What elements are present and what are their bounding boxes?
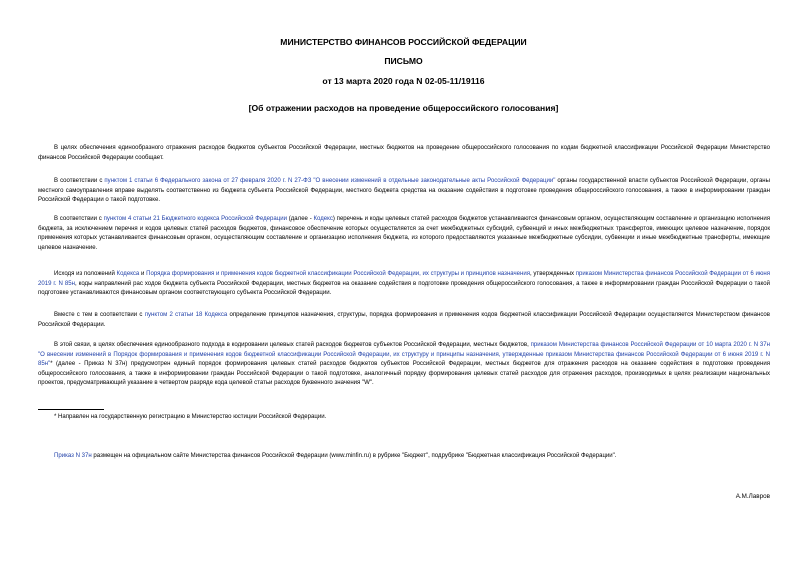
paragraph-text: (далее - [286, 216, 314, 222]
budget-code-article-21-link[interactable]: пунктом 4 статьи 21 Бюджетного кодекса Российской Федерации [103, 216, 287, 222]
code-link[interactable]: Кодекс [313, 216, 333, 222]
paragraph-text: органы государственной власти субъектов Российской Федерации, органы местного самоуправления вправе выделять соответственно из бюджета субъекта Российской Федерации, местного бюджета средства на оказание содействия в подготовке проведения общероссийского голосования, а также в информировании граждан Российской Федерации о такой подготовке. [38, 178, 770, 203]
paragraph-3 [38, 215, 770, 253]
paragraph-4 [38, 270, 770, 299]
paragraph-text: * (далее - Приказ N 37н) предусмотрен единый порядок формирования целевых статей расходов бюджетов субъектов Российской Федерации, местных бюджетов для отражения расходов на оказание содействия в подготовке проведения общероссийского голосования, а также в информировании граждан Российской Федерации о такой подготовке, аналогичный порядку формирования целевых статей расходов для отражения расходов, производимых в целях реализации национальных проектов, предусматривающий указание в четвертом разряде кода целевой статьи расходов буквенного значения "W". [38, 361, 770, 386]
order-85n-link[interactable]: приказом Министерства финансов Российской Федерации от 6 июня 2019 г. N 85н [38, 271, 770, 287]
document-type: ПИСЬМО [384, 56, 423, 66]
paragraph-text: В этой связи, в целях обеспечения единообразного подхода в кодировании целевых статей расходов бюджетов субъектов Российской Федерации, местных бюджетов, [54, 342, 531, 348]
ministry-title: МИНИСТЕРСТВО ФИНАНСОВ РОССИЙСКОЙ ФЕДЕРАЦИИ [280, 37, 527, 47]
paragraph-text: определение принципов назначения, структуры, порядка формирования и применения кодов бюджетной классификации Российской Федерации осуществляется Министерством финансов Российской Федерации. [38, 312, 770, 328]
order-37n-link[interactable]: приказом Министерства финансов Российской Федерации от 10 марта 2020 г. N 37н "О внесении изменений в Порядок формирования и применения кодов бюджетной классификации Российской Федерации, их структуру и принципы назначения, утвержденные приказом Министерства финансов Российской Федерации от 6 июня 2019 г. N 85н" [38, 342, 770, 367]
note-text: размещен на официальном сайте Министерства финансов Российской Федерации (www.minfin.ru) в рубрике "Бюджет", подрубрике "Бюджетная классификация Российской Федерации". [91, 453, 617, 459]
code-link[interactable]: Кодекса [116, 271, 140, 277]
document-date-number: от 13 марта 2020 года N 02-05-11/19116 [322, 76, 485, 86]
document-subject: [Об отражении расходов на проведение общероссийского голосования] [248, 103, 559, 113]
paragraph-1 [38, 144, 770, 163]
paragraph-2 [38, 177, 770, 206]
footnote: * Направлен на государственную регистрацию в Министерство юстиции Российской Федерации. [54, 414, 327, 420]
order-37n-link[interactable]: Приказ N 37н [54, 453, 92, 459]
paragraph-5 [38, 311, 770, 330]
paragraph-text: Вместе с тем в соответствии с [54, 312, 145, 318]
paragraph-6 [38, 341, 770, 389]
paragraph-text: , утвержденных [530, 271, 576, 277]
publication-note [38, 452, 770, 461]
paragraph-text: ) перечень и коды целевых статей расходов бюджетов устанавливаются финансовым органом, осуществляющим составление и организацию исполнения бюджета, за исключением перечня и кодов целевых статей расходов бюджетов, финансовое обеспечение которых осуществляется за счет межбюджетных субсидий, субвенций и иных межбюджетных трансфертов, имеющих целевое назначение, порядок применения которых устанавливается финансовым органом, осуществляющим составление и организацию исполнения бюджета, из которого предоставляются указанные межбюджетные субсидии, субвенции и иные межбюджетные трансферты, имеющие целевое назначение. [38, 216, 770, 251]
paragraph-text: В целях обеспечения единообразного отражения расходов бюджетов субъектов Российской Федерации, местных бюджетов на проведение общероссийского голосования по кодам бюджетной классификации Российской Федерации Министерство финансов Российской Федерации сообщает. [38, 145, 770, 161]
law-27fz-link[interactable]: пунктом 1 статьи 6 Федерального закона от 27 февраля 2020 г. N 27-ФЗ "О внесении изменений в отдельные законодательные акты Российской Федерации" [104, 178, 556, 184]
code-article-18-link[interactable]: пунктом 2 статьи 18 Кодекса [144, 312, 228, 318]
paragraph-text: Исходя из положений [54, 271, 117, 277]
paragraph-text: и [139, 271, 147, 277]
paragraph-text: В соответствии с [54, 216, 104, 222]
footnote-divider [38, 409, 104, 410]
classification-order-link[interactable]: Порядка формирования и применения кодов бюджетной классификации Российской Федерации, их структуры и принципов назначения [146, 271, 531, 277]
paragraph-text: , коды направлений рас ходов бюджета субъекта Российской Федерации, местных бюджетов на оказание содействия в подготовке проведения общероссийского голосования, а также в информировании граждан Российской Федерации о такой подготовке устанавливаются финансовым органом соответствующего субъекта Российской Федерации. [38, 280, 771, 296]
signature: А.М.Лавров [735, 493, 770, 500]
paragraph-text: В соответствии с [54, 178, 105, 184]
